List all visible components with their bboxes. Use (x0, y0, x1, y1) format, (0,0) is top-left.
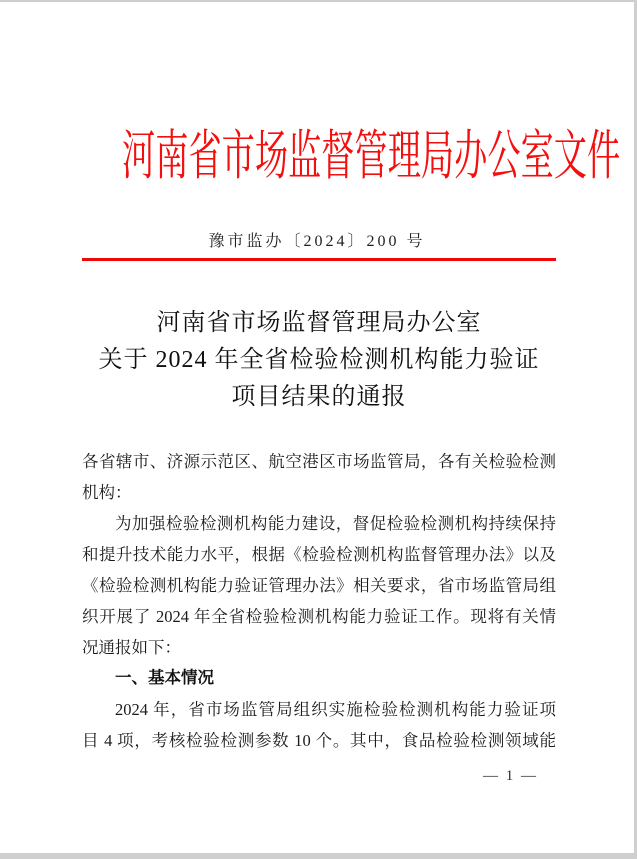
section-heading: 一、基本情况 (115, 669, 214, 687)
document-title (60, 305, 578, 416)
body-line: 目 4 项，考核检验检测参数 10 个。其中，食品检验检测领域能 (82, 731, 556, 750)
red-letterhead-banner: 河南省市场监督管理局办公室文件 (122, 126, 621, 186)
body-line: 织开展了 2024 年全省检验检测机构能力验证工作。现将有关情 (82, 607, 556, 626)
recipient-line: 各省辖市、济源示范区、航空港区市场监管局，各有关检验检测 (82, 452, 556, 471)
red-divider-line (82, 258, 556, 261)
page-number: — 1 — (483, 768, 538, 784)
body-line: 2024 年，省市场监管局组织实施检验检测机构能力验证项 (115, 700, 556, 719)
body-line: 和提升技术能力水平，根据《检验检测机构监督管理办法》以及 (82, 545, 556, 564)
document-page (0, 2, 634, 853)
title-line-3: 项目结果的通报 (231, 384, 407, 410)
recipient-line: 机构： (82, 483, 132, 502)
title-line-2: 关于 2024 年全省检验检测机构能力验证 (98, 347, 540, 373)
body-line: 况通报如下： (82, 638, 181, 657)
body-line: 为加强检验检测机构能力建设，督促检验检测机构持续保持 (115, 514, 556, 533)
title-line-1: 河南省市场监督管理局办公室 (156, 310, 482, 336)
document-number: 豫市监办〔2024〕200 号 (208, 233, 426, 250)
body-line: 《检验检测机构能力验证管理办法》相关要求，省市场监管局组 (82, 576, 556, 595)
document-body (82, 446, 556, 756)
